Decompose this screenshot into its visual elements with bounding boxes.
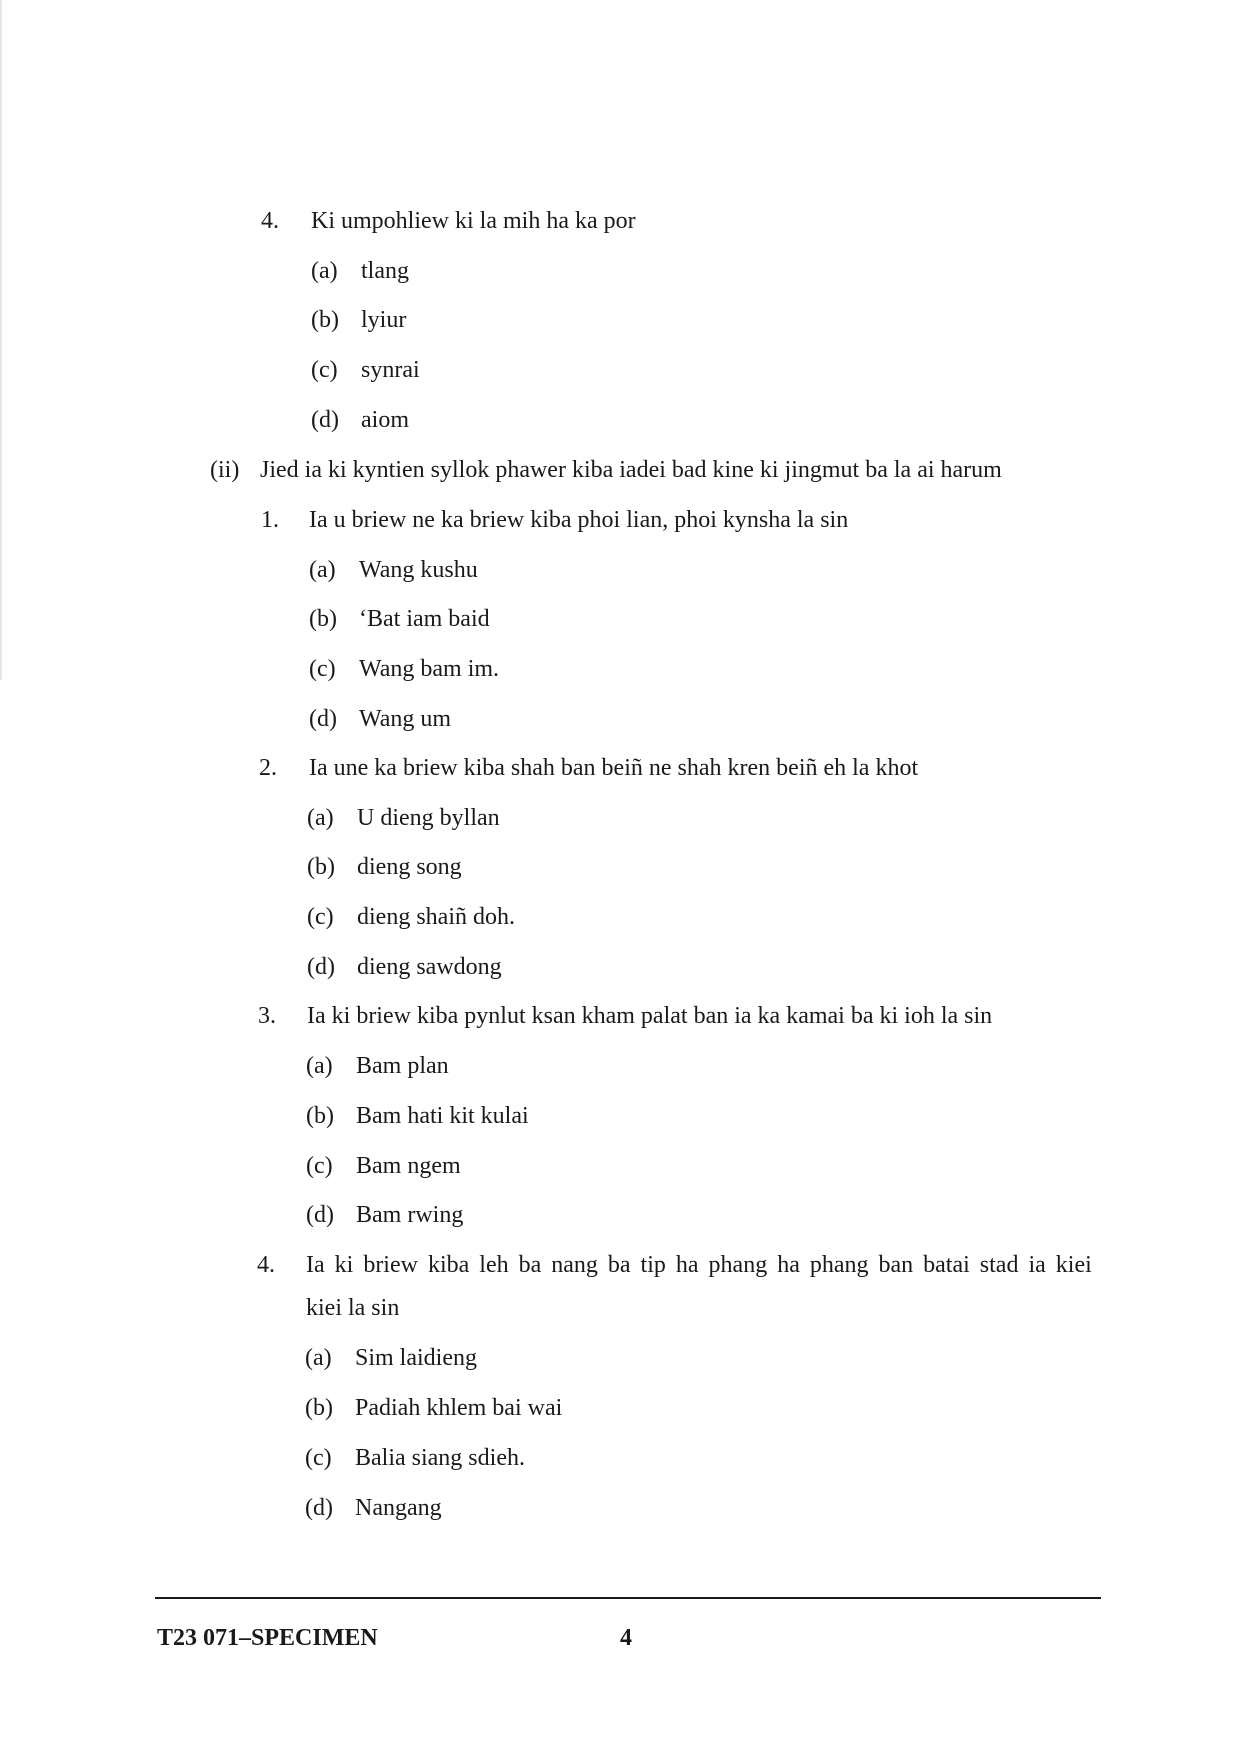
section-heading: Jied ia ki kyntien syllok phawer kiba iadei bad kine ki jingmut ba la ai harum	[260, 457, 1002, 483]
option-text: synrai	[361, 357, 420, 383]
option-label: (a)	[309, 557, 336, 583]
section-label: (ii)	[210, 457, 240, 483]
option-label: (d)	[305, 1495, 333, 1521]
option-label: (b)	[311, 307, 339, 333]
option-label: (d)	[309, 706, 337, 732]
option-label: (d)	[307, 954, 335, 980]
question-stem: Ia u briew ne ka briew kiba phoi lian, phoi kynsha la sin	[309, 507, 849, 533]
option-text: Bam plan	[356, 1053, 449, 1079]
question-stem: Ki umpohliew ki la mih ha ka por	[311, 208, 636, 234]
option-text: tlang	[361, 258, 409, 284]
option-label: (a)	[305, 1345, 332, 1371]
option-text: Wang bam im.	[359, 656, 500, 682]
option-text: dieng sawdong	[357, 954, 502, 980]
option-text: Bam rwing	[356, 1202, 464, 1228]
scan-edge	[0, 0, 2, 680]
option-label: (a)	[307, 805, 334, 831]
question-stem: Ia une ka briew kiba shah ban beiñ ne shah kren beiñ eh la khot	[309, 755, 919, 781]
option-text: Wang kushu	[359, 557, 478, 583]
option-label: (d)	[311, 407, 339, 433]
question-number: 1.	[261, 507, 279, 533]
option-text: Bam ngem	[356, 1153, 461, 1179]
option-label: (b)	[309, 606, 337, 632]
option-label: (a)	[311, 258, 338, 284]
option-text: dieng song	[357, 854, 462, 880]
question-stem-continued: kiei la sin	[306, 1295, 400, 1321]
question-number: 4.	[257, 1252, 275, 1278]
option-label: (c)	[307, 904, 334, 930]
option-text: aiom	[361, 407, 409, 433]
option-text: lyiur	[361, 307, 407, 333]
question-stem: Ia ki briew kiba leh ba nang ba tip ha phang ha phang ban batai stad ia kiei	[306, 1252, 1092, 1278]
option-label: (b)	[307, 854, 335, 880]
option-text: Nangang	[355, 1495, 442, 1521]
option-text: dieng shaiñ doh.	[357, 904, 515, 930]
option-label: (b)	[306, 1103, 334, 1129]
option-text: Bam hati kit kulai	[356, 1103, 529, 1129]
option-text: ‘Bat iam baid	[359, 606, 490, 632]
option-label: (a)	[306, 1053, 333, 1079]
option-label: (d)	[306, 1202, 334, 1228]
question-number: 2.	[259, 755, 277, 781]
option-label: (b)	[305, 1395, 333, 1421]
option-label: (c)	[306, 1153, 333, 1179]
page-number: 4	[620, 1625, 632, 1651]
option-label: (c)	[305, 1445, 332, 1471]
footer-rule	[155, 1597, 1101, 1599]
option-text: Balia siang sdieh.	[355, 1445, 525, 1471]
option-label: (c)	[309, 656, 336, 682]
option-label: (c)	[311, 357, 338, 383]
question-stem: Ia ki briew kiba pynlut ksan kham palat ban ia ka kamai ba ki ioh la sin	[307, 1003, 993, 1029]
option-text: U dieng byllan	[357, 805, 500, 831]
paper-code: T23 071–SPECIMEN	[157, 1625, 378, 1651]
question-number: 4.	[261, 208, 279, 234]
option-text: Sim laidieng	[355, 1345, 477, 1371]
option-text: Padiah khlem bai wai	[355, 1395, 563, 1421]
option-text: Wang um	[359, 706, 452, 732]
question-number: 3.	[258, 1003, 276, 1029]
